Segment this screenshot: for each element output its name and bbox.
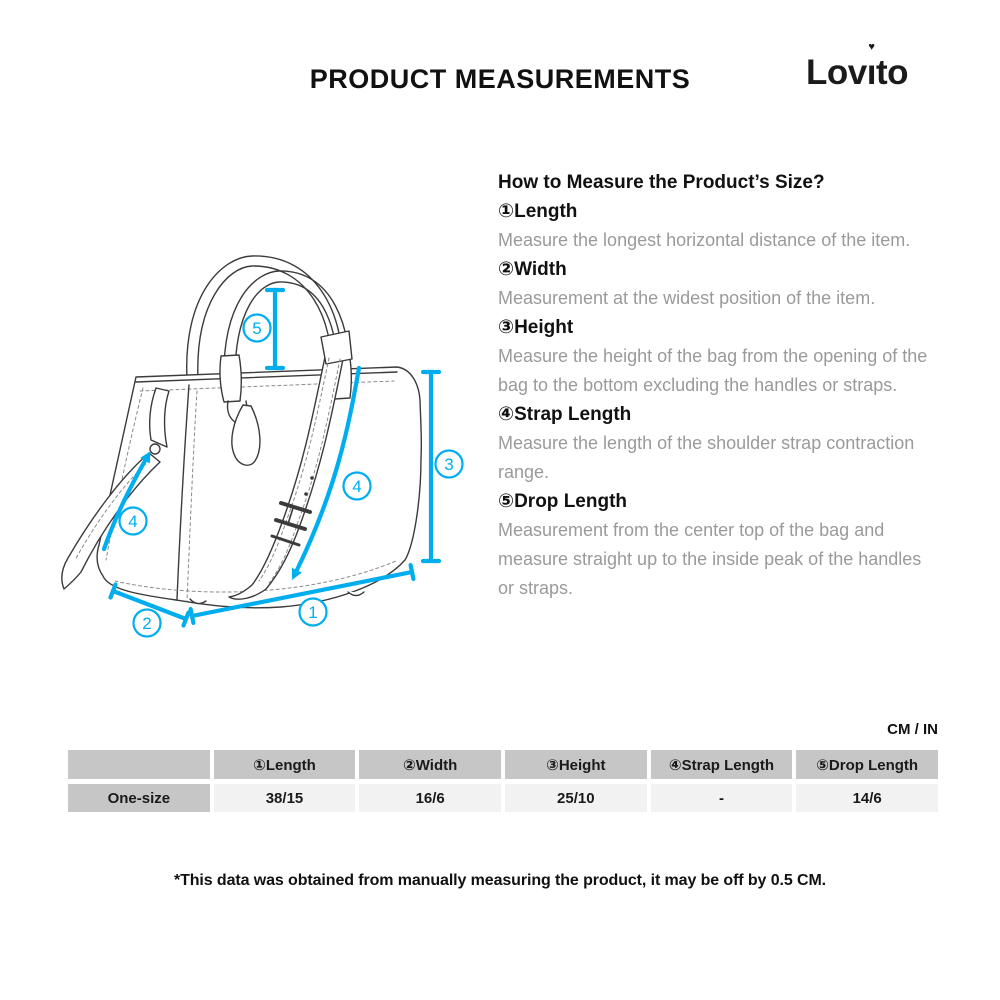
howto-label-height: ③Height [498, 317, 574, 338]
table-cell-size: One-size [68, 784, 210, 812]
howto-label-length: ①Length [498, 201, 578, 222]
annotation-drop-length [244, 290, 284, 368]
howto-desc-height: Measure the height of the bag from the opening of the bag to the bottom excluding the handles or straps. [498, 346, 928, 395]
howto-desc-width: Measurement at the widest position of the item. [498, 288, 876, 308]
table-header-height: ③Height [505, 750, 647, 779]
table-header-empty [68, 750, 210, 779]
table-cell-length-value: 38/15 [214, 784, 356, 812]
svg-text:1: 1 [308, 603, 318, 622]
table-header-drop-length: ⑤Drop Length [796, 750, 938, 779]
brand-text-before: Lov [806, 53, 867, 92]
bag-body [97, 367, 421, 608]
bag-line-art [62, 256, 421, 608]
footnote: *This data was obtained from manually measuring the product, it may be off by 0.5 CM. [173, 872, 827, 889]
svg-text:3: 3 [444, 455, 454, 474]
svg-text:4: 4 [128, 512, 138, 531]
howto-heading: How to Measure the Product’s Size? [498, 172, 825, 193]
svg-text:5: 5 [252, 319, 262, 338]
table-cell-width-value: 16/6 [359, 784, 501, 812]
brand-text-after: to [875, 53, 909, 92]
table-header-length: ①Length [214, 750, 356, 779]
howto-label-strap-length: ④Strap Length [498, 404, 632, 425]
table-header-strap-length: ④Strap Length [651, 750, 793, 779]
size-table [68, 750, 938, 812]
svg-text:4: 4 [352, 477, 362, 496]
units-label: CM / IN [887, 721, 938, 738]
howto-label-width: ②Width [498, 259, 567, 280]
annotation-height [423, 372, 463, 561]
heart-icon: ♥ [868, 41, 875, 53]
howto-desc-drop-length: Measurement from the center top of the bag and measure straight up to the inside peak of the handles or straps. [498, 520, 922, 598]
table-cell-height-value: 25/10 [505, 784, 647, 812]
page-title: PRODUCT MEASUREMENTS [309, 64, 691, 94]
svg-text:2: 2 [142, 614, 152, 633]
howto-label-drop-length: ⑤Drop Length [498, 491, 628, 512]
howto-section [498, 168, 934, 603]
howto-desc-strap-length: Measure the length of the shoulder strap contraction range. [498, 433, 915, 482]
table-cell-drop-length-value: 14/6 [796, 784, 938, 812]
howto-desc-length: Measure the longest horizontal distance of the item. [498, 230, 911, 250]
brand-letter-i: ı ♥ [866, 41, 876, 92]
bag-measurement-diagram [30, 250, 470, 650]
table-header-width: ②Width [359, 750, 501, 779]
table-cell-strap-length-value: - [651, 784, 793, 812]
brand-logo [806, 41, 909, 93]
